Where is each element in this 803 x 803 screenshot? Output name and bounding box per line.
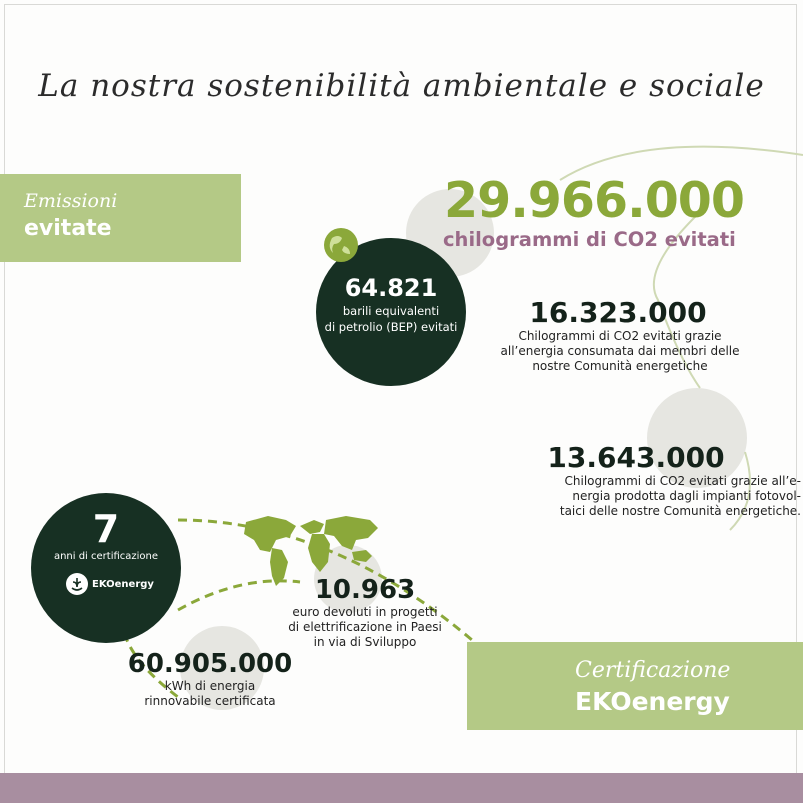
euro-value: 10.963 xyxy=(314,575,416,605)
kwh-label-2: rinnovabile certificata xyxy=(144,694,276,708)
impianti-value: 13.643.000 xyxy=(547,441,725,474)
kwh-label-1: kWh di energia xyxy=(164,679,256,693)
emissioni-banner-line2: evitate xyxy=(24,216,112,241)
bottom-strip-shape xyxy=(0,773,803,803)
impianti-label-3: taici delle nostre Comunità energetiche. xyxy=(559,504,801,518)
bep-value: 64.821 xyxy=(344,274,438,302)
emissioni-banner-line1: Emissioni xyxy=(24,190,118,212)
kwh-stat xyxy=(110,649,310,709)
co2-total-label: chilogrammi di CO2 evitati xyxy=(443,228,736,251)
impianti-label-2: nergia prodotta dagli impianti fotovol- xyxy=(572,489,801,503)
certificazione-banner xyxy=(467,642,803,730)
emissioni-banner xyxy=(0,174,241,262)
impianti-label-1: Chilogrammi di CO2 evitati grazie all’e- xyxy=(564,474,801,488)
impianti-stat xyxy=(515,441,801,519)
euro-stat xyxy=(280,575,450,650)
bep-label-1: barili equivalenti xyxy=(342,304,440,318)
certificazione-circle xyxy=(31,493,181,643)
comunita-label-3: nostre Comunità energetiche xyxy=(532,359,708,373)
comunita-label-1: Chilogrammi di CO2 evitati grazie xyxy=(518,329,722,343)
certificazione-banner-line1: Certificazione xyxy=(575,658,731,683)
euro-label-3: in via di Sviluppo xyxy=(313,635,417,649)
comunita-label-2: all’energia consumata dai membri delle xyxy=(500,344,740,358)
certificazione-banner-line2: EKOenergy xyxy=(575,687,730,716)
ekoenergy-icon xyxy=(66,573,88,595)
euro-label-2: di elettrificazione in Paesi xyxy=(288,620,442,634)
globe-leaf-icon xyxy=(322,226,360,264)
certificazione-label: anni di certificazione xyxy=(53,551,159,562)
certificazione-value: 7 xyxy=(92,507,120,551)
bep-label-2: di petrolio (BEP) evitati xyxy=(324,320,458,334)
comunita-value: 16.323.000 xyxy=(529,296,707,329)
euro-label-1: euro devoluti in progetti xyxy=(292,605,438,619)
ekoenergy-logo xyxy=(66,572,156,596)
co2-total-value: 29.966.000 xyxy=(444,172,744,229)
ekoenergy-logo-text: EKOenergy xyxy=(92,578,154,590)
page-title: La nostra sostenibilità ambientale e sociale xyxy=(38,68,765,104)
comunita-stat xyxy=(470,296,770,374)
kwh-value: 60.905.000 xyxy=(127,649,293,679)
